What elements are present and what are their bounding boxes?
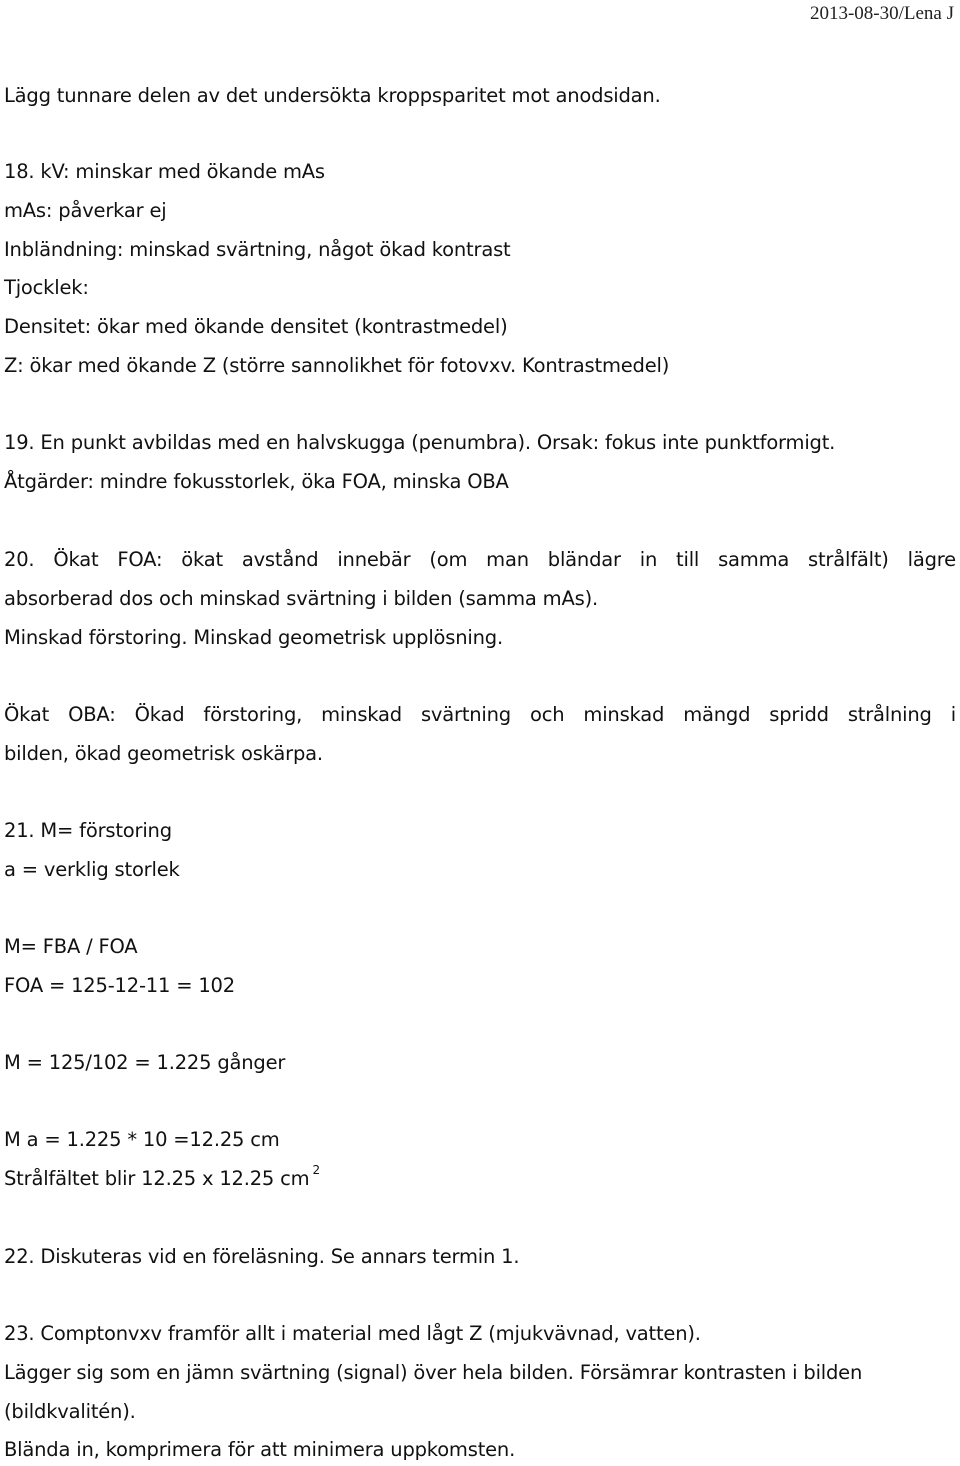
word: strålning — [847, 703, 932, 726]
stralfaltet-text: Strålfältet blir 12.25 x 12.25 cm — [4, 1167, 310, 1190]
text-line-23-compton: 23. Comptonvxv framför allt i material med lågt Z (mjukvävnad, vatten). — [4, 1322, 701, 1345]
text-line-21-m: 21. M= förstoring — [4, 819, 172, 842]
word: minskad — [321, 703, 402, 726]
squared-superscript: 2 — [312, 1163, 320, 1177]
text-line-stralfaltet — [4, 1163, 320, 1190]
word: (om — [429, 548, 468, 571]
word: innebär — [337, 548, 411, 571]
word: minskad — [583, 703, 665, 726]
word: mängd — [683, 703, 751, 726]
word: Ökat — [53, 548, 99, 571]
text-line-19-penumbra: 19. En punkt avbildas med en halvskugga (penumbra). Orsak: fokus inte punktformigt. — [4, 431, 836, 454]
page-header-date-author: 2013-08-30/Lena J — [809, 3, 954, 24]
word: förstoring, — [203, 703, 303, 726]
text-line-ma-result: M a = 1.225 * 10 =12.25 cm — [4, 1128, 280, 1151]
text-line-anodside: Lägg tunnare delen av det undersökta kroppsparitet mot anodsidan. — [4, 84, 661, 107]
text-line-atgarder: Åtgärder: mindre fokusstorlek, öka FOA, minska OBA — [4, 470, 509, 493]
text-line-a-storlek: a = verklig storlek — [4, 858, 180, 881]
word: Ökad — [134, 703, 185, 726]
word: ökat — [181, 548, 223, 571]
text-line-m-formula: M= FBA / FOA — [4, 935, 138, 958]
word: FOA: — [117, 548, 163, 571]
word: man — [486, 548, 529, 571]
text-line-20-foa — [4, 548, 956, 571]
text-line-minskad-forstoring: Minskad förstoring. Minskad geometrisk upplösning. — [4, 626, 503, 649]
text-line-m-result: M = 125/102 = 1.225 gånger — [4, 1051, 286, 1074]
text-line-z: Z: ökar med ökande Z (större sannolikhet för fotovxv. Kontrastmedel) — [4, 354, 670, 377]
word: lägre — [907, 548, 956, 571]
word: bländar — [547, 548, 621, 571]
text-line-okat-oba — [4, 703, 956, 726]
word: 20. — [4, 548, 35, 571]
text-line-tjocklek: Tjocklek: — [4, 276, 89, 299]
word: in — [639, 548, 658, 571]
text-line-mas: mAs: påverkar ej — [4, 199, 167, 222]
word: och — [529, 703, 565, 726]
text-line-blanda-in: Blända in, komprimera för att minimera uppkomsten. — [4, 1438, 516, 1461]
word: till — [676, 548, 700, 571]
word: OBA: — [68, 703, 116, 726]
text-line-bildkvaliten: (bildkvalitén). — [4, 1400, 136, 1423]
text-line-foa-calc: FOA = 125-12-11 = 102 — [4, 974, 235, 997]
word: spridd — [769, 703, 829, 726]
text-line-absorberad: absorberad dos och minskad svärtning i bilden (samma mAs). — [4, 587, 598, 610]
word: i — [950, 703, 956, 726]
word: svärtning — [420, 703, 511, 726]
text-line-bilden-oskarpa: bilden, ökad geometrisk oskärpa. — [4, 742, 323, 765]
text-line-22: 22. Diskuteras vid en föreläsning. Se annars termin 1. — [4, 1245, 520, 1268]
text-line-jamn-svartning: Lägger sig som en jämn svärtning (signal) över hela bilden. Försämrar kontrasten i bilden — [4, 1361, 863, 1384]
word: samma — [718, 548, 790, 571]
word: strålfält) — [808, 548, 889, 571]
word: avstånd — [241, 548, 319, 571]
word: Ökat — [4, 703, 50, 726]
text-line-inblandning: Inbländning: minskad svärtning, något ökad kontrast — [4, 238, 511, 261]
text-line-18-kv: 18. kV: minskar med ökande mAs — [4, 160, 325, 183]
text-line-densitet: Densitet: ökar med ökande densitet (kontrastmedel) — [4, 315, 508, 338]
